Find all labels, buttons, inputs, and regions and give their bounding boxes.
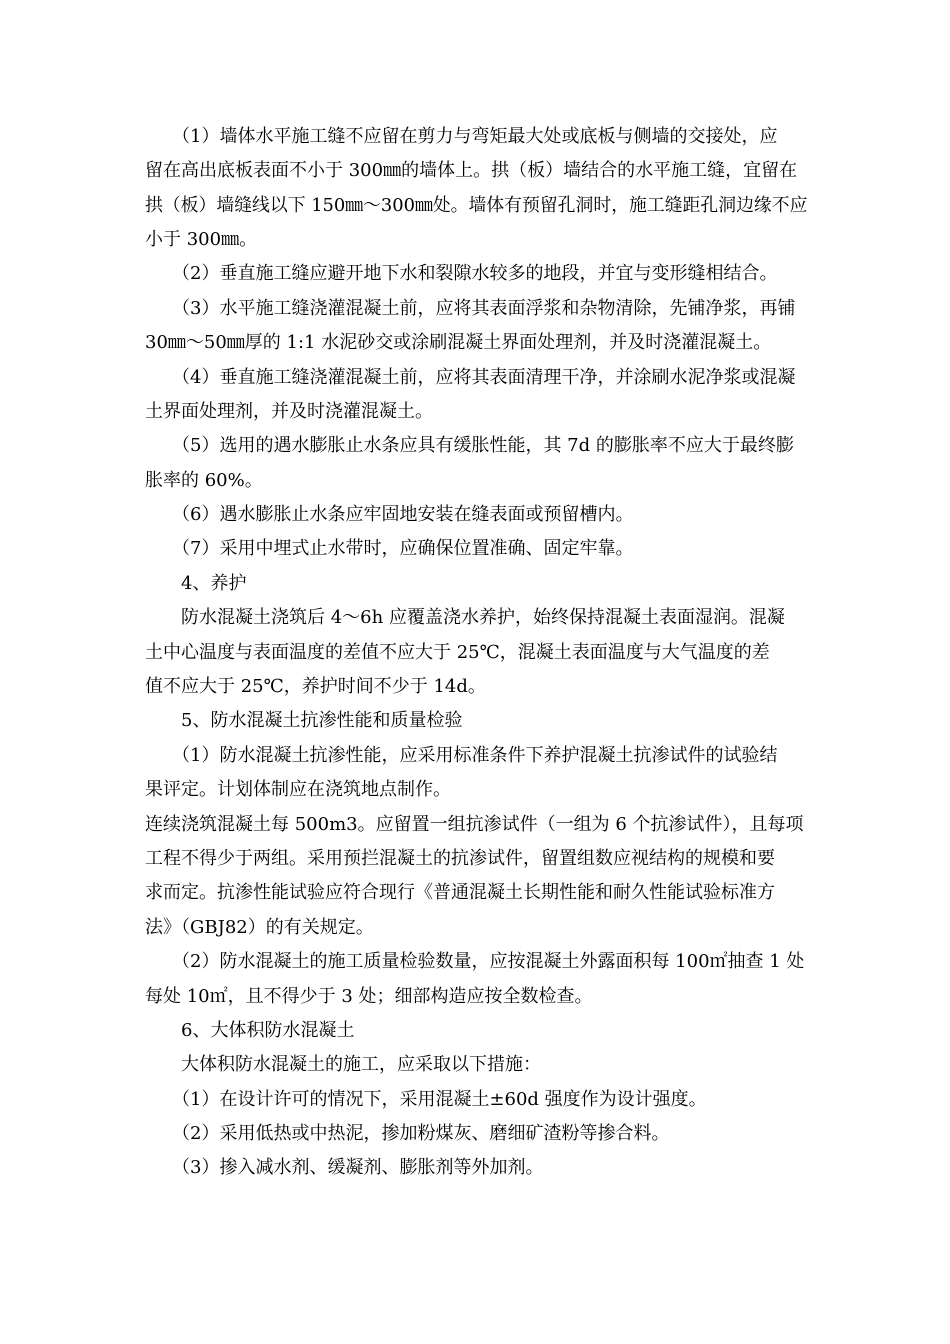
text-line: （1）防水混凝土抗渗性能，应采用标准条件下养护混凝土抗渗试件的试验结	[172, 745, 778, 766]
text-line: （3）水平施工缝浇灌混凝土前，应将其表面浮浆和杂物清除，先铺净浆，再铺	[172, 298, 796, 319]
text-line: 值不应大于 25℃，养护时间不少于 14d。	[145, 676, 486, 697]
text-line: 留在高出底板表面不小于 300㎜的墙体上。拱（板）墙结合的水平施工缝，宜留在	[145, 160, 798, 181]
text-line: （2）垂直施工缝应避开地下水和裂隙水较多的地段，并宜与变形缝相结合。	[172, 263, 778, 284]
text-line: （6）遇水膨胀止水条应牢固地安装在缝表面或预留槽内。	[172, 504, 634, 525]
text-line: （7）采用中埋式止水带时，应确保位置准确、固定牢靠。	[172, 538, 634, 559]
text-line: 小于 300㎜。	[145, 229, 258, 250]
text-line: （3）掺入减水剂、缓凝剂、膨胀剂等外加剂。	[172, 1157, 544, 1178]
section-heading: 6、大体积防水混凝土	[181, 1020, 355, 1041]
text-line: （2）防水混凝土的施工质量检验数量，应按混凝土外露面积每 100㎡抽查 1 处	[172, 951, 805, 972]
text-line: 果评定。计划体制应在浇筑地点制作。	[145, 779, 451, 800]
text-line: 大体积防水混凝土的施工，应采取以下措施：	[181, 1054, 541, 1075]
text-line: 拱（板）墙缝线以下 150㎜～300㎜处。墙体有预留孔洞时，施工缝距孔洞边缘不应	[145, 195, 808, 216]
text-line: 防水混凝土浇筑后 4～6h 应覆盖浇水养护，始终保持混凝土表面湿润。混凝	[181, 607, 785, 628]
text-line: 土中心温度与表面温度的差值不应大于 25℃，混凝土表面温度与大气温度的差	[145, 642, 770, 663]
text-line: 土界面处理剂，并及时浇灌混凝土。	[145, 401, 433, 422]
text-line: 连续浇筑混凝土每 500m3。应留置一组抗渗试件（一组为 6 个抗渗试件），且每项	[145, 814, 804, 835]
text-line: （5）选用的遇水膨胀止水条应具有缓胀性能，其 7d 的膨胀率不应大于最终膨	[172, 435, 794, 456]
text-line: （4）垂直施工缝浇灌混凝土前，应将其表面清理干净，并涂刷水泥净浆或混凝	[172, 367, 796, 388]
section-heading: 4、养护	[181, 573, 247, 594]
text-line: 每处 10㎡，且不得少于 3 处；细部构造应按全数检查。	[145, 986, 593, 1007]
text-line: 法》（GBJ82）的有关规定。	[145, 917, 374, 938]
text-line: 30㎜～50㎜厚的 1:1 水泥砂交或涂刷混凝土界面处理剂，并及时浇灌混凝土。	[145, 332, 772, 353]
section-heading: 5、防水混凝土抗渗性能和质量检验	[181, 710, 463, 731]
text-line: （1）墙体水平施工缝不应留在剪力与弯矩最大处或底板与侧墙的交接处，应	[172, 126, 778, 147]
text-line: 胀率的 60%。	[145, 470, 263, 491]
text-line: 求而定。抗渗性能试验应符合现行《普通混凝土长期性能和耐久性能试验标准方	[145, 882, 775, 903]
text-line: （1）在设计许可的情况下，采用混凝土±60d 强度作为设计强度。	[172, 1089, 707, 1110]
text-line: 工程不得少于两组。采用预拦混凝土的抗渗试件，留置组数应视结构的规模和要	[145, 848, 775, 869]
text-line: （2）采用低热或中热泥，掺加粉煤灰、磨细矿渣粉等掺合料。	[172, 1123, 670, 1144]
